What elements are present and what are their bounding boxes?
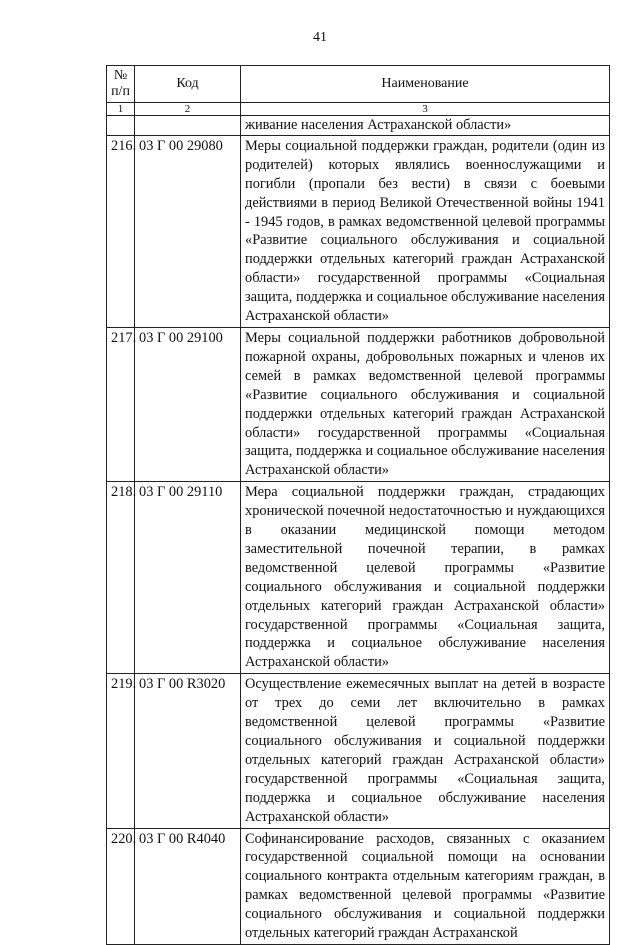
table-header-row	[107, 66, 610, 103]
column-numbers-row	[107, 103, 610, 116]
continuation-text: живание населения Астраханской области»	[241, 116, 610, 136]
column-number-3: 3	[241, 103, 610, 116]
header-code: Код	[135, 66, 241, 103]
row-name: Софинансирование расходов, связанных с оказанием государственной социальной помощи на основании социального контракта отдельным категориям граждан, в рамках ведомственной целевой программы «Развитие социального обслуживания и социальной поддержки отдельных категорий граждан Астраханской	[241, 828, 610, 944]
row-name: Меры социальной поддержки работников добровольной пожарной охраны, добровольных пожарных и членов их семей в рамках ведомственной целевой программы «Развитие социального обслуживания и социальной поддержки отдельных категорий граждан Астраханской области» государственной программы «Социальная защита, поддержка и социальное обслуживание населения Астраханской области»	[241, 327, 610, 481]
continuation-num	[107, 116, 135, 136]
row-number: 216.	[107, 135, 135, 327]
row-code: 03 Г 00 R3020	[135, 674, 241, 828]
table-row	[107, 674, 610, 828]
table-row	[107, 482, 610, 674]
column-number-2: 2	[135, 103, 241, 116]
row-name: Осуществление ежемесячных выплат на детей в возрасте от трех до семи лет включительно в рамках ведомственной целевой программы «Развитие социального обслуживания и социальной поддержки отдельных категорий граждан Астраханской области» государственной программы «Социальная защита, поддержка и социальное обслуживание населения Астраханской области»	[241, 674, 610, 828]
row-code: 03 Г 00 29080	[135, 135, 241, 327]
header-num: № п/п	[107, 66, 135, 103]
row-code: 03 Г 00 29100	[135, 327, 241, 481]
row-number: 219.	[107, 674, 135, 828]
row-number: 217.	[107, 327, 135, 481]
table-row	[107, 135, 610, 327]
row-code: 03 Г 00 R4040	[135, 828, 241, 944]
header-name: Наименование	[241, 66, 610, 103]
row-code: 03 Г 00 29110	[135, 482, 241, 674]
budget-classification-table	[106, 65, 610, 945]
row-number: 220.	[107, 828, 135, 944]
table-row	[107, 327, 610, 481]
row-name: Меры социальной поддержки граждан, родители (один из родителей) которых являлись военнослужащими и погибли (пропали без вести) в связи с боевыми действиями в период Великой Отечественной войны 1941 - 1945 годов, в рамках ведомственной целевой программы «Развитие социального обслуживания и социальной поддержки отдельных категорий граждан Астраханской области» государственной программы «Социальная защита, поддержка и социальное обслуживание населения Астраханской области»	[241, 135, 610, 327]
continuation-row	[107, 116, 610, 136]
row-number: 218.	[107, 482, 135, 674]
page-number: 41	[313, 30, 327, 45]
continuation-code	[135, 116, 241, 136]
row-name: Мера социальной поддержки граждан, страдающих хронической почечной недостаточностью и нуждающихся в оказании медицинской помощи методом заместительной почечной терапии, в рамках ведомственной целевой программы «Развитие социального обслуживания и социальной поддержки отдельных категорий граждан Астраханской области» государственной программы «Социальная защита, поддержка и социальное обслуживание населения Астраханской области»	[241, 482, 610, 674]
column-number-1: 1	[107, 103, 135, 116]
table-row	[107, 828, 610, 944]
